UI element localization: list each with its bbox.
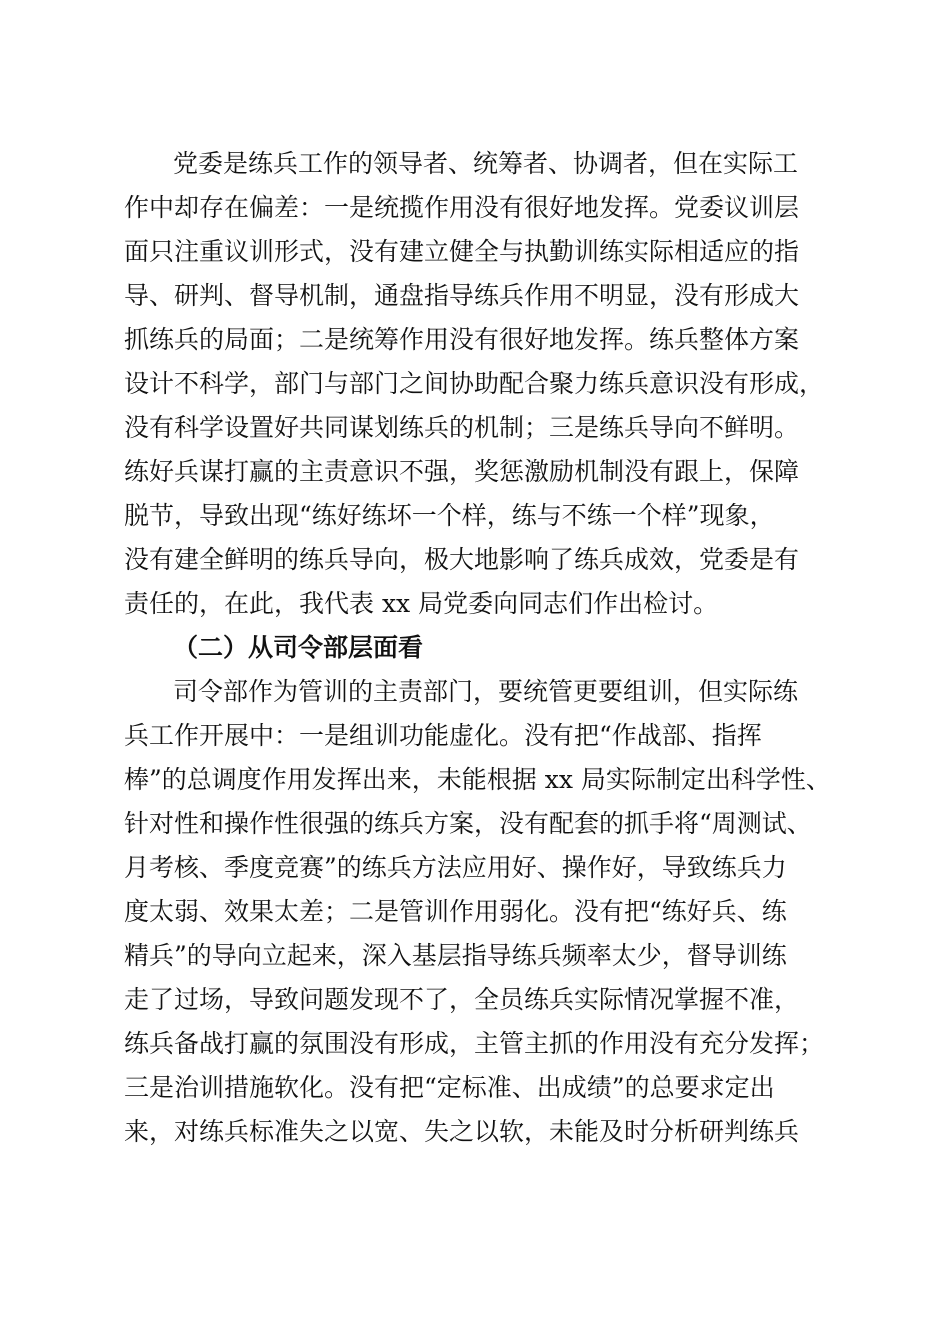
- paragraph-1-line-2: 作中却存在偏差：一是统揽作用没有很好地发挥。党委议训层: [124, 193, 800, 222]
- paragraph-2-line-6: 度太弱、效果太差；二是管训作用弱化。没有把“练好兵、练: [124, 897, 787, 926]
- paragraph-1-line-4: 导、研判、督导机制，通盘指导练兵作用不明显，没有形成大: [124, 281, 800, 310]
- paragraph-1-line-6: 设计不科学，部门与部门之间协助配合聚力练兵意识没有形成，: [124, 369, 825, 398]
- paragraph-1-line-11: 责任的，在此，我代表 xx 局党委向同志们作出检讨。: [124, 589, 719, 618]
- paragraph-1-line-7: 没有科学设置好共同谋划练兵的机制；三是练兵导向不鲜明。: [124, 413, 800, 442]
- paragraph-2-line-1: 司令部作为管训的主责部门，要统管更要组训，但实际练: [173, 677, 799, 706]
- paragraph-1-line-9: 脱节，导致出现“练好练坏一个样，练与不练一个样”现象，: [124, 501, 775, 530]
- paragraph-2-line-2: 兵工作开展中：一是组训功能虚化。没有把“作战部、指挥: [124, 721, 762, 750]
- paragraph-2-line-9: 练兵备战打赢的氛围没有形成，主管主抓的作用没有充分发挥；: [124, 1029, 825, 1058]
- paragraph-1-line-8: 练好兵谋打赢的主责意识不强，奖惩激励机制没有跟上，保障: [124, 457, 800, 486]
- paragraph-2-line-10: 三是治训措施软化。没有把“定标准、出成绩”的总要求定出: [124, 1073, 775, 1102]
- paragraph-1-line-5: 抓练兵的局面；二是统筹作用没有很好地发挥。练兵整体方案: [124, 325, 800, 354]
- paragraph-2-line-11: 来，对练兵标准失之以宽、失之以软，未能及时分析研判练兵: [124, 1117, 800, 1146]
- paragraph-2-line-3: 棒”的总调度作用发挥出来，未能根据 xx 局实际制定出科学性、: [124, 765, 831, 794]
- paragraph-2-line-5: 月考核、季度竞赛”的练兵方法应用好、操作好，导致练兵力: [124, 853, 787, 882]
- paragraph-1-line-1: 党委是练兵工作的领导者、统筹者、协调者，但在实际工: [173, 149, 799, 178]
- paragraph-1-line-10: 没有建全鲜明的练兵导向，极大地影响了练兵成效，党委是有: [124, 545, 800, 574]
- paragraph-1-line-3: 面只注重议训形式，没有建立健全与执勤训练实际相适应的指: [124, 237, 800, 266]
- paragraph-2-line-7: 精兵”的导向立起来，深入基层指导练兵频率太少，督导训练: [124, 941, 787, 970]
- paragraph-2-line-8: 走了过场，导致问题发现不了，全员练兵实际情况掌握不准，: [124, 985, 800, 1014]
- section-heading-2: （二）从司令部层面看: [173, 633, 424, 662]
- paragraph-2-line-4: 针对性和操作性很强的练兵方案，没有配套的抓手将“周测试、: [124, 809, 812, 838]
